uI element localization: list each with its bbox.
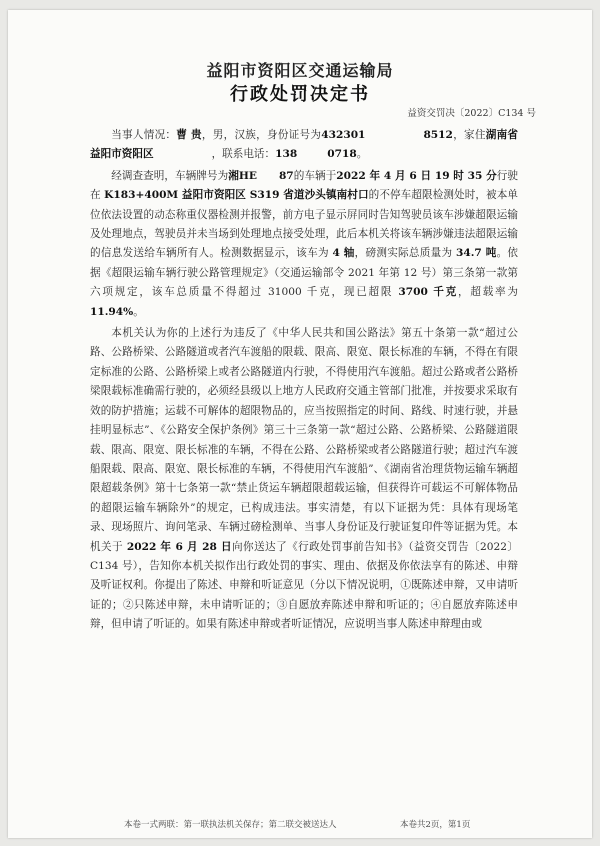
id-number-suffix: 8512 [423, 129, 453, 141]
party-name: 曹 贵 [176, 129, 202, 141]
notice-date: 2022 年 6 月 28 日 [126, 540, 233, 553]
facts-text: 行驶在 [90, 169, 519, 202]
facts-text: 的车辆于 [293, 169, 337, 182]
overload-mass: 3700 千克 [398, 286, 458, 299]
incident-datetime: 2022 年 4 月 6 日 19 时 35 分 [336, 169, 497, 182]
document-body [90, 126, 518, 635]
plate-prefix: 湘HE [228, 169, 257, 182]
facts-text: 。依据《超限运输车辆行驶公路管理规定》（交通运输部令 2021 年第 12 号）第三条第一款第六项规定，该车总质量不得超过 31000 千克，现已超限 [90, 247, 519, 299]
redacted-block [297, 145, 327, 164]
ruling-paragraph [90, 324, 518, 635]
footer-page-number: 本卷共2页，第1页 [400, 820, 471, 830]
document-number: 益资交罚决〔2022〕C134 号 [407, 108, 536, 119]
party-label: 当事人情况： [111, 129, 177, 141]
overload-rate: 11.94% [90, 305, 134, 318]
period: 。 [356, 148, 368, 161]
ruling-text: 本机关认为你的上述行为违反了《中华人民共和国公路法》第五十条第一款“超过公路、公路桥梁、公路隧道或者汽车渡船的限载、限高、限宽、限长标准的车辆，不得在有限定标准的公路、公路桥梁上或者公路隧道内行驶，不得使用汽车渡船。超过公路或者公路桥梁限载标准确需行驶的，必须经县级以上地方人民政府交通主管部门批准，并按要求采取有效的防护措施；运载不可解体的超限物品的，应当按照指定的时间、路线、时速行驶，并悬挂明显标志”、《公路安全保护条例》第三十三条第一款“超过公路、公路桥梁、公路隧道限载、限高、限宽、限长标准的车辆，不得在公路、公路桥梁或者公路隧道行驶；超过汽车渡船限载、限高、限宽、限长标准的车辆，不得使用汽车渡船”、《湖南省治理货物运输车辆超限超载条例》第十七条第一款“禁止货运车辆超限超载运输，但获得许可载运不可解体物品的超限运输车辆除外”的规定，已构成违法。事实清楚，有以下证据为凭：具体有现场笔录、现场照片、询问笔录、车辆过磅检测单、当事人身份证及行驶证复印件等证据为凭。本机关于 [90, 327, 518, 553]
phone-prefix: 138 [275, 148, 298, 161]
document-title: 行政处罚决定书 [230, 84, 370, 105]
facts-paragraph [90, 167, 518, 322]
axle-count: 4 轴 [332, 247, 355, 260]
redacted-block [257, 167, 279, 186]
party-gender-ethnicity: ，男，汉族，身份证号为 [201, 129, 322, 141]
redacted-block [365, 126, 423, 145]
gross-mass: 34.7 吨 [455, 247, 497, 260]
party-address: 湖南省益阳市资阳区 [90, 129, 519, 161]
home-label: ，家住 [452, 129, 486, 141]
phone-suffix: 0718 [327, 148, 357, 161]
facts-text: 经调查查明，车辆牌号为 [111, 169, 229, 182]
redacted-block [154, 145, 212, 164]
id-number-prefix: 432301 [321, 129, 366, 141]
facts-text: ，磅测实际总质量为 [354, 247, 456, 260]
ruling-text: 向你送达了《行政处罚事前告知书》（益资交罚告〔2022〕C134 号），告知你本机关拟作出行政处罚的事实、理由、依据及你依法享有的陈述、申辩及听证权利。你提出了陈述、申辩和听证意见（分以下情况说明，①既陈述申辩，又申请听证的；②只陈述申辩，未申请听证的；③自愿放弃陈述申辩和听证的；④自愿放弃陈述申辩，但申请了听证的。如果有陈述申辩或者听证情况，应说明当事人陈述申辩理由或 [90, 540, 518, 631]
incident-location: K183+400M 益阳市资阳区 S319 省道沙头镇南村口 [104, 189, 369, 202]
facts-text: ，超载率为 [458, 286, 518, 299]
plate-suffix: 87 [278, 169, 294, 182]
agency-title: 益阳市资阳区交通运输局 [206, 61, 394, 80]
facts-text: 的不停车超限检测处时，被本单位依法设置的动态称重仪器检测并报警，前方电子显示屏同时告知驾驶员该车涉嫌超限运输及处理地点，驾驶员并未当场到处理地点接受处理，此后本机关将该车辆涉嫌违法超限运输的信息发送给车辆所有人。检测数据显示，该车为 [90, 189, 518, 260]
facts-text: 。 [133, 305, 144, 318]
party-paragraph [90, 126, 518, 165]
phone-label: ，联系电话： [211, 148, 276, 161]
footer-copies-note: 本卷一式两联：第一联执法机关保存；第二联交被送达人 [124, 820, 337, 830]
